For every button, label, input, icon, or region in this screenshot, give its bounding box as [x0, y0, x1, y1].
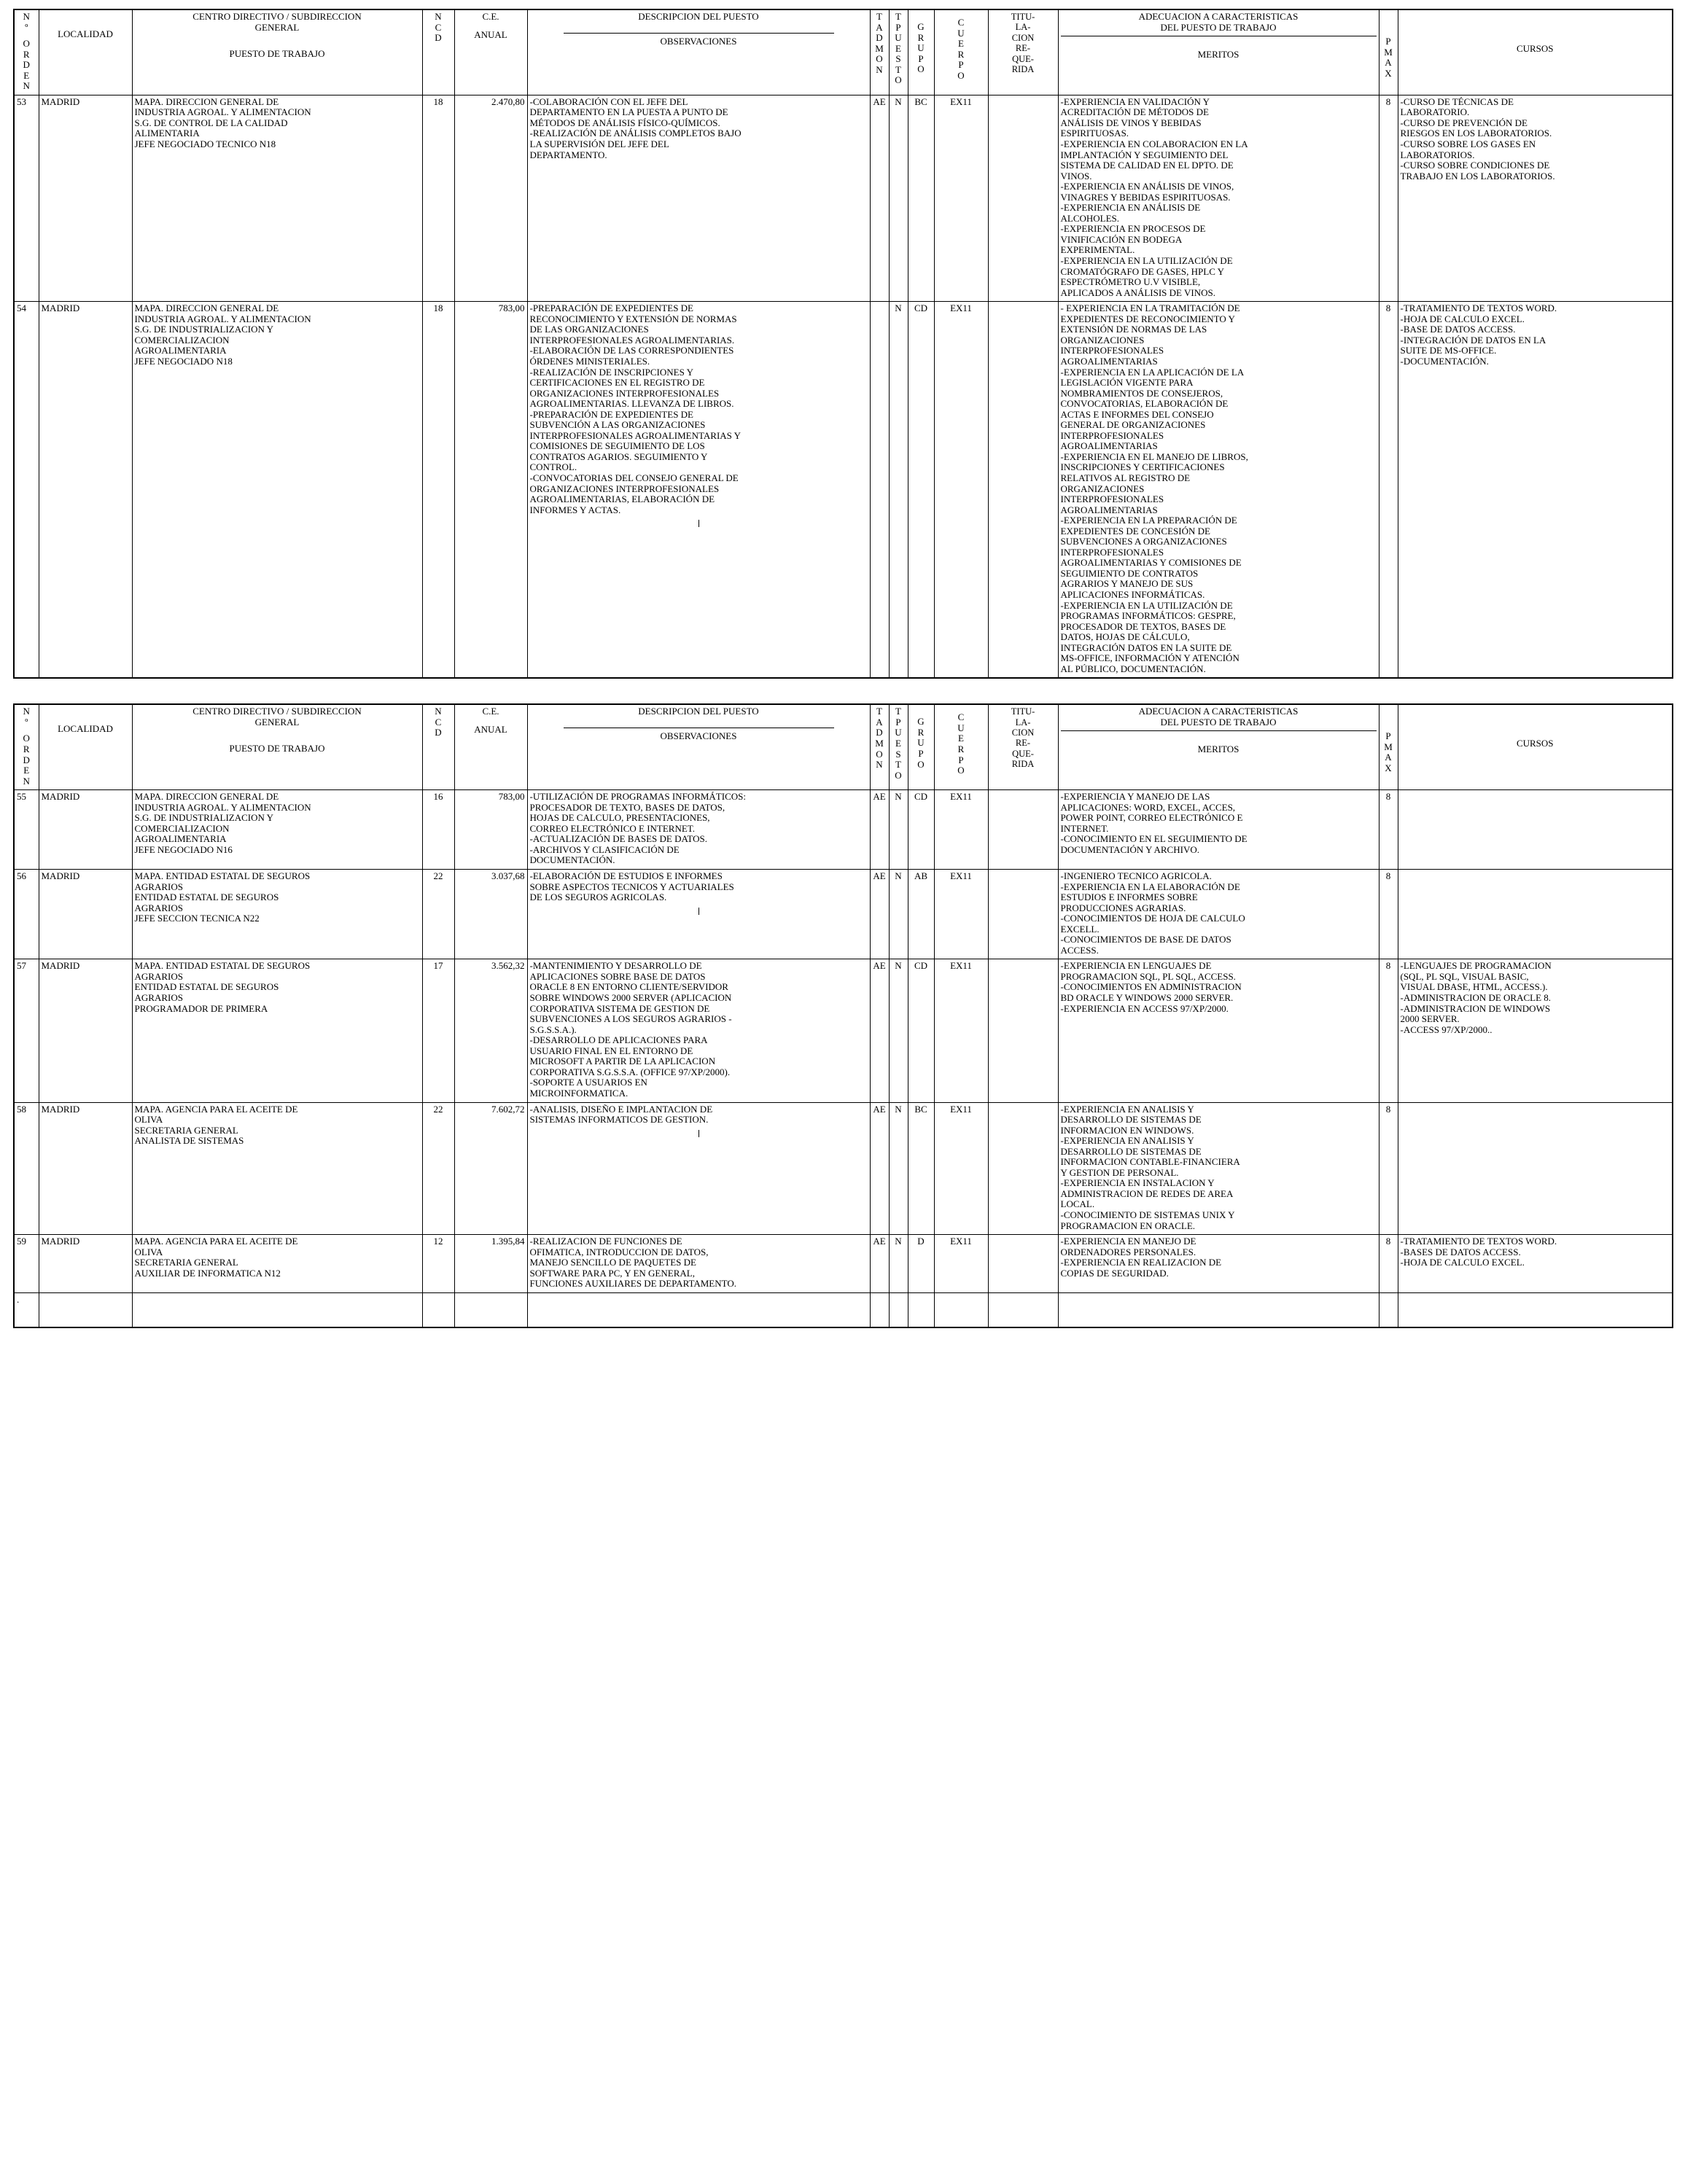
cell-t-puesto: N	[889, 1102, 908, 1235]
cell-descripcion: -ANALISIS, DISEÑO E IMPLANTACION DE SISTEMAS INFORMATICOS DE GESTION.	[527, 1102, 870, 1235]
header-t-admon: T A D M O N	[870, 704, 889, 789]
header-t-puesto: T P U E S T O	[889, 704, 908, 789]
cell-localidad: MADRID	[39, 95, 132, 301]
cell-localidad: MADRID	[39, 1235, 132, 1293]
cell-localidad: MADRID	[39, 870, 132, 959]
cell-ncd: 17	[422, 959, 454, 1102]
cell-n-orden: 59	[14, 1235, 39, 1293]
header-row	[14, 704, 1673, 789]
header-cursos: CURSOS	[1398, 704, 1673, 789]
table-body	[14, 790, 1673, 1327]
cell-descripcion: -MANTENIMIENTO Y DESARROLLO DE APLICACIONES SOBRE BASE DE DATOS ORACLE 8 EN ENTORNO CLIENTE/SERVIDOR SOBRE WINDOWS 2000 SERVER (APLICACION CORPORATIVA SISTEMA DE GESTION DE SUBVENCIONES A LOS SEGUROS AGRARIOS - S.G.S.S.A.). -DESARROLLO DE APLICACIONES PARA USUARIO FINAL EN EL ENTORNO DE MICROSOFT A PARTIR DE LA APLICACION CORPORATIVA S.G.S.S.A. (OFFICE 97/XP/2000). -SOPORTE A USUARIOS EN MICROINFORMATICA.	[527, 959, 870, 1102]
cell-n-orden: 54	[14, 302, 39, 679]
cell-titulacion	[988, 1102, 1058, 1235]
cell-titulacion	[988, 302, 1058, 679]
header-n-orden: N º O R D E N	[14, 704, 39, 789]
header-pmax: P M A X	[1379, 704, 1398, 789]
cell-ncd: 22	[422, 870, 454, 959]
cell-descripcion: -PREPARACIÓN DE EXPEDIENTES DE RECONOCIMIENTO Y EXTENSIÓN DE NORMAS DE LAS ORGANIZACIONES INTERPROFESIONALES AGROALIMENTARIAS. -ELABORACIÓN DE LAS CORRESPONDIENTES ÓRDENES MINISTERIALES. -REALIZACIÓN DE INSCRIPCIONES Y CERTIFICACIONES EN EL REGISTRO DE ORGANIZACIONES INTERPROFESIONALES AGROALIMENTARIAS. LLEVANZA DE LIBROS. -PREPARACIÓN DE EXPEDIENTES DE SUBVENCIÓN A LAS ORGANIZACIONES INTERPROFESIONALES AGROALIMENTARIAS Y COMISIONES DE SEGUIMIENTO DE LOS CONTRATOS AGARIOS. SEGUIMIENTO Y CONTROL. -CONVOCATORIAS DEL CONSEJO GENERAL DE ORGANIZACIONES INTERPROFESIONALES AGROALIMENTARIAS, ELABORACIÓN DE INFORMES Y ACTAS.	[527, 302, 870, 679]
cell-t-admon: AE	[870, 870, 889, 959]
cell-t-puesto: N	[889, 95, 908, 301]
cell-titulacion	[988, 790, 1058, 870]
cell-descripcion: -REALIZACION DE FUNCIONES DE OFIMATICA, INTRODUCCION DE DATOS, MANEJO SENCILLO DE PAQUETES DE SOFTWARE PARA PC, Y EN GENERAL, FUNCIONES AUXILIARES DE DEPARTAMENTO.	[527, 1235, 870, 1293]
cell-n-orden: 58	[14, 1102, 39, 1235]
cell-titulacion	[988, 1235, 1058, 1293]
cell-meritos: -INGENIERO TECNICO AGRICOLA. -EXPERIENCIA EN LA ELABORACIÓN DE ESTUDIOS E INFORMES SOBRE PRODUCCIONES AGRARIAS. -CONOCIMIENTOS DE HOJA DE CALCULO EXCELL. -CONOCIMIENTOS DE BASE DE DATOS ACCESS.	[1058, 870, 1379, 959]
cell-ce-anual: 2.470,80	[454, 95, 527, 301]
cell-cuerpo	[934, 1292, 988, 1327]
cell-descripcion: -UTILIZACIÓN DE PROGRAMAS INFORMÁTICOS: PROCESADOR DE TEXTO, BASES DE DATOS, HOJAS DE CALCULO, PRESENTACIONES, CORREO ELECTRÓNICO E INTERNET. -ACTUALIZACIÓN DE BASES DE DATOS. -ARCHIVOS Y CLASIFICACIÓN DE DOCUMENTACIÓN.	[527, 790, 870, 870]
cell-grupo: CD	[908, 790, 934, 870]
cell-ncd: 22	[422, 1102, 454, 1235]
cell-centro-directivo: MAPA. DIRECCION GENERAL DE INDUSTRIA AGROAL. Y ALIMENTACION S.G. DE INDUSTRIALIZACION Y COMERCIALIZACION AGROALIMENTARIA JEFE NEGOCIADO N18	[132, 302, 422, 679]
job-table-2-wrapper	[13, 703, 1672, 1327]
cell-t-puesto: N	[889, 870, 908, 959]
table-header	[14, 704, 1673, 789]
cell-cuerpo: EX11	[934, 95, 988, 301]
cell-titulacion	[988, 870, 1058, 959]
table-row	[14, 1235, 1673, 1293]
cell-cursos: -LENGUAJES DE PROGRAMACION (SQL, PL SQL, VISUAL BASIC, VISUAL DBASE, HTML, ACCESS.). -ADMINISTRACION DE ORACLE 8. -ADMINISTRACION DE WINDOWS 2000 SERVER. -ACCESS 97/XP/2000..	[1398, 959, 1673, 1102]
cell-t-puesto	[889, 1292, 908, 1327]
cell-descripcion	[527, 1292, 870, 1327]
header-centro-directivo: CENTRO DIRECTIVO / SUBDIRECCION GENERAL PUESTO DE TRABAJO	[132, 9, 422, 95]
header-grupo: G R U P O	[908, 704, 934, 789]
cell-grupo: BC	[908, 1102, 934, 1235]
header-cursos: CURSOS	[1398, 9, 1673, 95]
cell-cursos	[1398, 1292, 1673, 1327]
cell-localidad: MADRID	[39, 302, 132, 679]
cell-cuerpo: EX11	[934, 302, 988, 679]
header-titulacion: TITU- LA- CION RE- QUE- RIDA	[988, 704, 1058, 789]
cell-titulacion	[988, 95, 1058, 301]
cell-ncd: 18	[422, 302, 454, 679]
cell-pmax	[1379, 1292, 1398, 1327]
cell-ce-anual: 3.037,68	[454, 870, 527, 959]
cell-t-puesto: N	[889, 790, 908, 870]
cell-t-puesto: N	[889, 302, 908, 679]
cell-n-orden: 57	[14, 959, 39, 1102]
cell-meritos: -EXPERIENCIA EN ANALISIS Y DESARROLLO DE SISTEMAS DE INFORMACION EN WINDOWS. -EXPERIENCIA EN ANALISIS Y DESARROLLO DE SISTEMAS DE INFORMACION CONTABLE-FINANCIERA Y GESTION DE PERSONAL. -EXPERIENCIA EN INSTALACION Y ADMINISTRACION DE REDES DE AREA LOCAL. -CONOCIMIENTO DE SISTEMAS UNIX Y PROGRAMACION EN ORACLE.	[1058, 1102, 1379, 1235]
header-adecuacion-divider	[1061, 730, 1377, 731]
header-ncd: N C D	[422, 9, 454, 95]
cell-ncd: 18	[422, 95, 454, 301]
header-titulacion: TITU- LA- CION RE- QUE- RIDA	[988, 9, 1058, 95]
header-localidad: LOCALIDAD	[39, 9, 132, 95]
header-centro-directivo: CENTRO DIRECTIVO / SUBDIRECCION GENERAL PUESTO DE TRABAJO	[132, 704, 422, 789]
header-ce-anual: C.E. ANUAL	[454, 9, 527, 95]
cell-pmax: 8	[1379, 1102, 1398, 1235]
cell-cursos: -TRATAMIENTO DE TEXTOS WORD. -HOJA DE CALCULO EXCEL. -BASE DE DATOS ACCESS. -INTEGRACIÓN DE DATOS EN LA SUITE DE MS-OFFICE. -DOCUMENTACIÓN.	[1398, 302, 1673, 679]
cell-localidad: MADRID	[39, 790, 132, 870]
cell-grupo: BC	[908, 95, 934, 301]
cell-centro-directivo: MAPA. ENTIDAD ESTATAL DE SEGUROS AGRARIOS ENTIDAD ESTATAL DE SEGUROS AGRARIOS JEFE SECCION TECNICA N22	[132, 870, 422, 959]
cell-grupo: CD	[908, 302, 934, 679]
header-divider	[564, 33, 834, 34]
header-cuerpo: C U E R P O	[934, 9, 988, 95]
cell-descripcion: -COLABORACIÓN CON EL JEFE DEL DEPARTAMENTO EN LA PUESTA A PUNTO DE MÉTODOS DE ANÁLISIS FÍSICO-QUÍMICOS. -REALIZACIÓN DE ANÁLISIS COMPLETOS BAJO LA SUPERVISIÓN DEL JEFE DEL DEPARTAMENTO.	[527, 95, 870, 301]
cell-ncd: 12	[422, 1235, 454, 1293]
cell-t-puesto: N	[889, 959, 908, 1102]
cell-meritos: -EXPERIENCIA EN MANEJO DE ORDENADORES PERSONALES. -EXPERIENCIA EN REALIZACION DE COPIAS DE SEGURIDAD.	[1058, 1235, 1379, 1293]
ink-mark	[698, 520, 699, 527]
cell-cuerpo: EX11	[934, 870, 988, 959]
cell-titulacion	[988, 959, 1058, 1102]
cell-meritos: -EXPERIENCIA EN VALIDACIÓN Y ACREDITACIÓN DE MÉTODOS DE ANÁLISIS DE VINOS Y BEBIDAS ESPIRITUOSAS. -EXPERIENCIA EN COLABORACION EN LA IMPLANTACIÓN Y SEGUIMIENTO DEL SISTEMA DE CALIDAD EN EL DPTO. DE VINOS. -EXPERIENCIA EN ANÁLISIS DE VINOS, VINAGRES Y BEBIDAS ESPIRITUOSAS. -EXPERIENCIA EN ANÁLISIS DE ALCOHOLES. -EXPERIENCIA EN PROCESOS DE VINIFICACIÓN EN BODEGA EXPERIMENTAL. -EXPERIENCIA EN LA UTILIZACIÓN DE CROMATÓGRAFO DE GASES, HPLC Y ESPECTRÓMETRO U.V VISIBLE, APLICADOS A ANÁLISIS DE VINOS.	[1058, 95, 1379, 301]
header-ce-anual: C.E. ANUAL	[454, 704, 527, 789]
cell-t-admon	[870, 302, 889, 679]
cell-grupo: CD	[908, 959, 934, 1102]
cell-ce-anual: 783,00	[454, 302, 527, 679]
cell-cuerpo: EX11	[934, 1235, 988, 1293]
header-descripcion: DESCRIPCION DEL PUESTO OBSERVACIONES	[527, 704, 870, 789]
header-row	[14, 9, 1673, 95]
cell-cursos: -TRATAMIENTO DE TEXTOS WORD. -BASES DE DATOS ACCESS. -HOJA DE CALCULO EXCEL.	[1398, 1235, 1673, 1293]
header-adecuacion: ADECUACION A CARACTERISTICAS DEL PUESTO DE TRABAJO MERITOS	[1058, 9, 1379, 95]
cell-pmax: 8	[1379, 1235, 1398, 1293]
header-ncd: N C D	[422, 704, 454, 789]
cell-cursos	[1398, 790, 1673, 870]
table-header	[14, 9, 1673, 95]
cell-cursos	[1398, 1102, 1673, 1235]
ink-mark	[698, 908, 699, 915]
header-cuerpo: C U E R P O	[934, 704, 988, 789]
cell-meritos: -EXPERIENCIA Y MANEJO DE LAS APLICACIONES: WORD, EXCEL, ACCES, POWER POINT, CORREO ELECTRÓNICO E INTERNET. -CONOCIMIENTO EN EL SEGUIMIENTO DE DOCUMENTACIÓN Y ARCHIVO.	[1058, 790, 1379, 870]
cell-descripcion: -ELABORACIÓN DE ESTUDIOS E INFORMES SOBRE ASPECTOS TECNICOS Y ACTUARIALES DE LOS SEGUROS AGRICOLAS.	[527, 870, 870, 959]
cell-centro-directivo: MAPA. DIRECCION GENERAL DE INDUSTRIA AGROAL. Y ALIMENTACION S.G. DE INDUSTRIALIZACION Y COMERCIALIZACION AGROALIMENTARIA JEFE NEGOCIADO N16	[132, 790, 422, 870]
job-table-2	[13, 703, 1673, 1327]
cell-t-admon: AE	[870, 1235, 889, 1293]
cell-n-orden: 53	[14, 95, 39, 301]
table-row	[14, 790, 1673, 870]
table-row	[14, 959, 1673, 1102]
cell-ce-anual: 7.602,72	[454, 1102, 527, 1235]
cell-ce-anual: 1.395,84	[454, 1235, 527, 1293]
cell-titulacion	[988, 1292, 1058, 1327]
header-n-orden: N º O R D E N	[14, 9, 39, 95]
cell-localidad	[39, 1292, 132, 1327]
table-row	[14, 302, 1673, 679]
header-grupo: G R U P O	[908, 9, 934, 95]
cell-t-admon	[870, 1292, 889, 1327]
cell-t-admon: AE	[870, 790, 889, 870]
cell-ce-anual	[454, 1292, 527, 1327]
ink-mark	[698, 1130, 699, 1137]
cell-meritos: -EXPERIENCIA EN LENGUAJES DE PROGRAMACION SQL, PL SQL, ACCESS. -CONOCIMIENTOS EN ADMINISTRACION BD ORACLE Y WINDOWS 2000 SERVER. -EXPERIENCIA EN ACCESS 97/XP/2000.	[1058, 959, 1379, 1102]
table-row	[14, 1102, 1673, 1235]
cell-cuerpo: EX11	[934, 959, 988, 1102]
cell-cuerpo: EX11	[934, 790, 988, 870]
header-adecuacion: ADECUACION A CARACTERISTICAS DEL PUESTO DE TRABAJO MERITOS	[1058, 704, 1379, 789]
cell-meritos: - EXPERIENCIA EN LA TRAMITACIÓN DE EXPEDIENTES DE RECONOCIMIENTO Y EXTENSIÓN DE NORMAS DE LAS ORGANIZACIONES INTERPROFESIONALES AGROALIMENTARIAS -EXPERIENCIA EN LA APLICACIÓN DE LA LEGISLACIÓN VIGENTE PARA NOMBRAMIENTOS DE CONSEJEROS, CONVOCATORIAS, ELABORACIÓN DE ACTAS E INFORMES DEL CONSEJO GENERAL DE ORGANIZACIONES INTERPROFESIONALES AGROALIMENTARIAS -EXPERIENCIA EN EL MANEJO DE LIBROS, INSCRIPCIONES Y CERTIFICACIONES RELATIVOS AL REGISTRO DE ORGANIZACIONES INTERPROFESIONALES AGROALIMENTARIAS -EXPERIENCIA EN LA PREPARACIÓN DE EXPEDIENTES DE CONCESIÓN DE SUBVENCIONES A ORGANIZACIONES INTERPROFESIONALES AGROALIMENTARIAS Y COMISIONES DE SEGUIMIENTO DE CONTRATOS AGRARIOS Y MANEJO DE SUS APLICACIONES INFORMÁTICAS. -EXPERIENCIA EN LA UTILIZACIÓN DE PROGRAMAS INFORMÁTICOS: GESPRE, PROCESADOR DE TEXTOS, BASES DE DATOS, HOJAS DE CÁLCULO, INTEGRACIÓN DATOS EN LA SUITE DE MS-OFFICE, INFORMACIÓN Y ATENCIÓN AL PÚBLICO, DOCUMENTACIÓN.	[1058, 302, 1379, 679]
table-body	[14, 95, 1673, 678]
cell-grupo: AB	[908, 870, 934, 959]
cell-centro-directivo: MAPA. AGENCIA PARA EL ACEITE DE OLIVA SECRETARIA GENERAL ANALISTA DE SISTEMAS	[132, 1102, 422, 1235]
cell-n-orden: 56	[14, 870, 39, 959]
cell-ncd	[422, 1292, 454, 1327]
cell-centro-directivo: MAPA. DIRECCION GENERAL DE INDUSTRIA AGROAL. Y ALIMENTACION S.G. DE CONTROL DE LA CALIDAD ALIMENTARIA JEFE NEGOCIADO TECNICO N18	[132, 95, 422, 301]
header-descripcion: DESCRIPCION DEL PUESTO OBSERVACIONES	[527, 9, 870, 95]
cell-pmax: 8	[1379, 959, 1398, 1102]
cell-centro-directivo	[132, 1292, 422, 1327]
table-row	[14, 95, 1673, 301]
job-table-1-wrapper	[13, 9, 1672, 679]
cell-ce-anual: 783,00	[454, 790, 527, 870]
cell-cuerpo: EX11	[934, 1102, 988, 1235]
cell-t-admon: AE	[870, 959, 889, 1102]
cell-centro-directivo: MAPA. ENTIDAD ESTATAL DE SEGUROS AGRARIOS ENTIDAD ESTATAL DE SEGUROS AGRARIOS PROGRAMADOR DE PRIMERA	[132, 959, 422, 1102]
cell-t-puesto: N	[889, 1235, 908, 1293]
cell-n-orden: .	[14, 1292, 39, 1327]
cell-ncd: 16	[422, 790, 454, 870]
cell-pmax: 8	[1379, 95, 1398, 301]
cell-pmax: 8	[1379, 302, 1398, 679]
job-table-1	[13, 9, 1673, 679]
cell-centro-directivo: MAPA. AGENCIA PARA EL ACEITE DE OLIVA SECRETARIA GENERAL AUXILIAR DE INFORMATICA N12	[132, 1235, 422, 1293]
cell-t-admon: AE	[870, 1102, 889, 1235]
cell-localidad: MADRID	[39, 1102, 132, 1235]
cell-ce-anual: 3.562,32	[454, 959, 527, 1102]
cell-cursos	[1398, 870, 1673, 959]
table-row-blank	[14, 1292, 1673, 1327]
cell-pmax: 8	[1379, 790, 1398, 870]
cell-n-orden: 55	[14, 790, 39, 870]
header-localidad: LOCALIDAD	[39, 704, 132, 789]
cell-meritos	[1058, 1292, 1379, 1327]
cell-localidad: MADRID	[39, 959, 132, 1102]
header-t-admon: T A D M O N	[870, 9, 889, 95]
cell-cursos: -CURSO DE TÉCNICAS DE LABORATORIO. -CURSO DE PREVENCIÓN DE RIESGOS EN LOS LABORATORIOS. -CURSO SOBRE LOS GASES EN LABORATORIOS. -CURSO SOBRE CONDICIONES DE TRABAJO EN LOS LABORATORIOS.	[1398, 95, 1673, 301]
cell-t-admon: AE	[870, 95, 889, 301]
cell-pmax: 8	[1379, 870, 1398, 959]
cell-grupo	[908, 1292, 934, 1327]
header-t-puesto: T P U E S T O	[889, 9, 908, 95]
header-pmax: P M A X	[1379, 9, 1398, 95]
cell-grupo: D	[908, 1235, 934, 1293]
table-row	[14, 870, 1673, 959]
